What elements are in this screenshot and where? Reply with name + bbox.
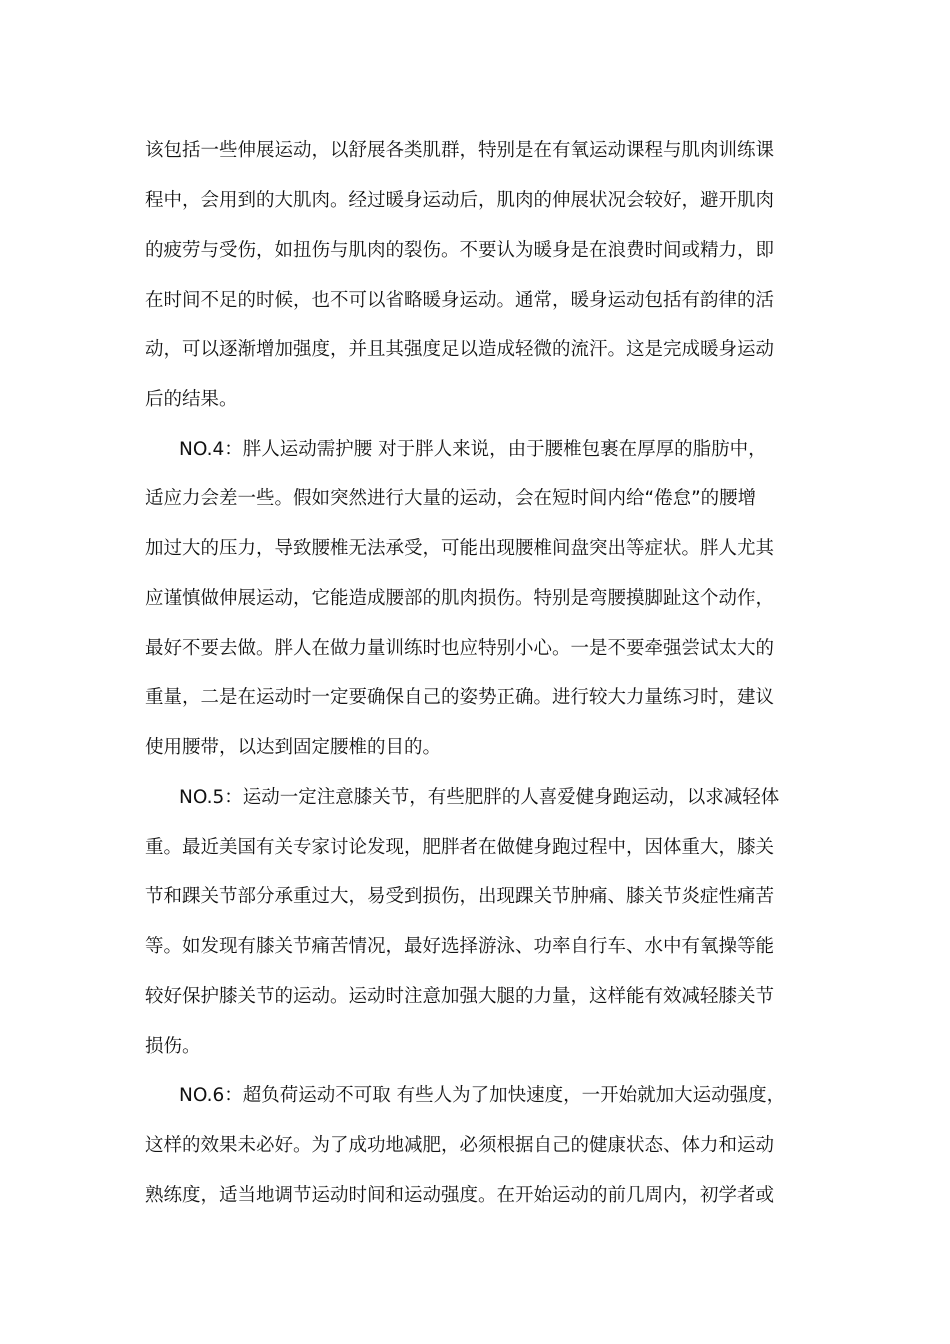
text-line: 加过大的压力，导致腰椎无法承受，可能出现腰椎间盘突出等症状。胖人尤其 xyxy=(145,538,775,559)
text-line: 在时间不足的时候，也不可以省略暖身运动。通常，暖身运动包括有韵律的活 xyxy=(145,290,775,311)
text-line: 动，可以逐渐增加强度，并且其强度足以造成轻微的流汗。这是完成暖身运动 xyxy=(145,339,775,360)
text-line: 适应力会差一些。假如突然进行大量的运动，会在短时间内给“倦怠”的腰增 xyxy=(145,488,757,509)
text-line: 最好不要去做。胖人在做力量训练时也应特别小心。一是不要牵强尝试太大的 xyxy=(145,638,775,659)
text-line: 该包括一些伸展运动，以舒展各类肌群，特别是在有氧运动课程与肌肉训练课 xyxy=(145,140,775,161)
text-line: 程中，会用到的大肌肉。经过暖身运动后，肌肉的伸展状况会较好，避开肌肉 xyxy=(145,190,775,211)
text-line: 损伤。 xyxy=(145,1036,201,1057)
paragraph-heading-no5: NO.5：运动一定注意膝关节，有些肥胖的人喜爱健身跑运动，以求减轻体 xyxy=(179,787,780,808)
text-line: 较好保护膝关节的运动。运动时注意加强大腿的力量，这样能有效减轻膝关节 xyxy=(145,986,775,1007)
text-line: 熟练度，适当地调节运动时间和运动强度。在开始运动的前几周内，初学者或 xyxy=(145,1185,775,1206)
text-line: 的疲劳与受伤，如扭伤与肌肉的裂伤。不要认为暖身是在浪费时间或精力，即 xyxy=(145,240,775,261)
text-line: 后的结果。 xyxy=(145,389,238,410)
text-line: 重。最近美国有关专家讨论发现，肥胖者在做健身跑过程中，因体重大，膝关 xyxy=(145,837,775,858)
text-line: 应谨慎做伸展运动，它能造成腰部的肌肉损伤。特别是弯腰摸脚趾这个动作， xyxy=(145,588,775,609)
paragraph-heading-no4: NO.4：胖人运动需护腰 对于胖人来说，由于腰椎包裹在厚厚的脂肪中， xyxy=(179,439,767,460)
paragraph-heading-no6: NO.6：超负荷运动不可取 有些人为了加快速度，一开始就加大运动强度， xyxy=(179,1085,786,1106)
text-line: 重量，二是在运动时一定要确保自己的姿势正确。进行较大力量练习时，建议 xyxy=(145,687,775,708)
text-line: 这样的效果未必好。为了成功地减肥，必须根据自己的健康状态、体力和运动 xyxy=(145,1135,775,1156)
text-line: 使用腰带，以达到固定腰椎的目的。 xyxy=(145,737,442,758)
text-line: 节和踝关节部分承重过大，易受到损伤，出现踝关节肿痛、膝关节炎症性痛苦 xyxy=(145,886,775,907)
text-line: 等。如发现有膝关节痛苦情况，最好选择游泳、功率自行车、水中有氧操等能 xyxy=(145,936,775,957)
